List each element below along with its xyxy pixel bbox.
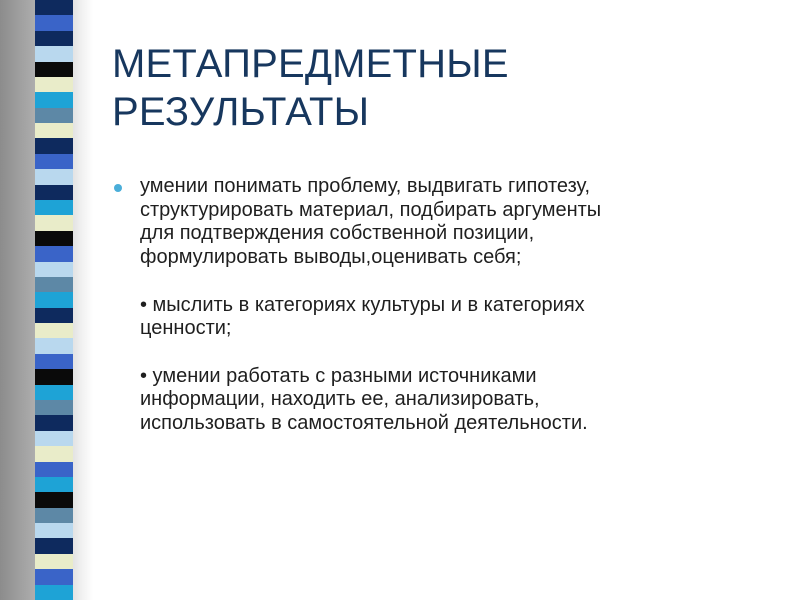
stripe-segment <box>35 277 73 293</box>
stripe-segment <box>35 169 73 185</box>
title-line-2: РЕЗУЛЬТАТЫ <box>112 90 370 134</box>
stripe-segment <box>35 154 73 170</box>
stripe-segment <box>35 262 73 278</box>
stripe-segment <box>35 415 73 431</box>
stripe-segment <box>35 200 73 216</box>
stripe-segment <box>35 123 73 139</box>
paragraph-3 <box>140 365 780 436</box>
stripe-segment <box>35 308 73 324</box>
paragraph-2 <box>140 294 780 341</box>
stripe-segment <box>35 77 73 93</box>
stripe-segment <box>35 569 73 585</box>
paragraph-1-line-1: умении понимать проблему, выдвигать гипотезу, <box>140 175 591 197</box>
stripe-segment <box>35 0 73 16</box>
decorative-stripe-column <box>35 0 73 600</box>
stripe-segment <box>35 246 73 262</box>
stripe-segment <box>35 585 73 600</box>
paragraph-2-line-2: ценности; <box>140 317 232 340</box>
stripe-segment <box>35 538 73 554</box>
stripe-segment <box>35 231 73 247</box>
stripe-segment <box>35 431 73 447</box>
stripe-segment <box>35 446 73 462</box>
bullet-dot-icon <box>114 184 122 192</box>
paragraph-spacer <box>140 341 780 365</box>
stripe-segment <box>35 292 73 308</box>
paragraph-3-line-3: использовать в самостоятельной деятельности. <box>140 412 588 434</box>
stripe-segment <box>35 385 73 401</box>
stripe-segment <box>35 215 73 231</box>
stripe-segment <box>35 354 73 370</box>
slide-body <box>140 175 780 436</box>
stripe-segment <box>35 31 73 47</box>
stripe-segment <box>35 185 73 201</box>
stripe-segment <box>35 108 73 124</box>
stripe-segment <box>35 138 73 154</box>
stripe-segment <box>35 62 73 78</box>
stripe-segment <box>35 554 73 570</box>
paragraph-3-line-1: • умении работать с разными источниками <box>140 364 537 387</box>
stripe-segment <box>35 46 73 62</box>
stripe-segment <box>35 15 73 31</box>
stripe-segment <box>35 492 73 508</box>
stripe-segment <box>35 400 73 416</box>
slide-title <box>112 40 712 136</box>
title-line-1: МЕТАПРЕДМЕТНЫЕ <box>112 42 509 86</box>
paragraph-3-line-2: информации, находить ее, анализировать, <box>140 388 540 411</box>
stripe-segment <box>35 323 73 339</box>
stripe-segment <box>35 477 73 493</box>
stripe-segment <box>35 369 73 385</box>
paragraph-2-line-1: • мыслить в категориях культуры и в категориях <box>140 293 585 316</box>
stripe-segment <box>35 508 73 524</box>
stripe-segment <box>35 523 73 539</box>
paragraph-1-line-4: формулировать выводы,оценивать себя; <box>140 246 522 269</box>
paragraph-1-line-3: для подтверждения собственной позиции, <box>140 222 535 245</box>
stripe-segment <box>35 462 73 478</box>
stripe-segment <box>35 92 73 108</box>
paragraph-1-line-2: структурировать материал, подбирать аргументы <box>140 198 602 221</box>
paragraph-1 <box>140 175 780 270</box>
stripe-segment <box>35 338 73 354</box>
paragraph-spacer <box>140 270 780 294</box>
